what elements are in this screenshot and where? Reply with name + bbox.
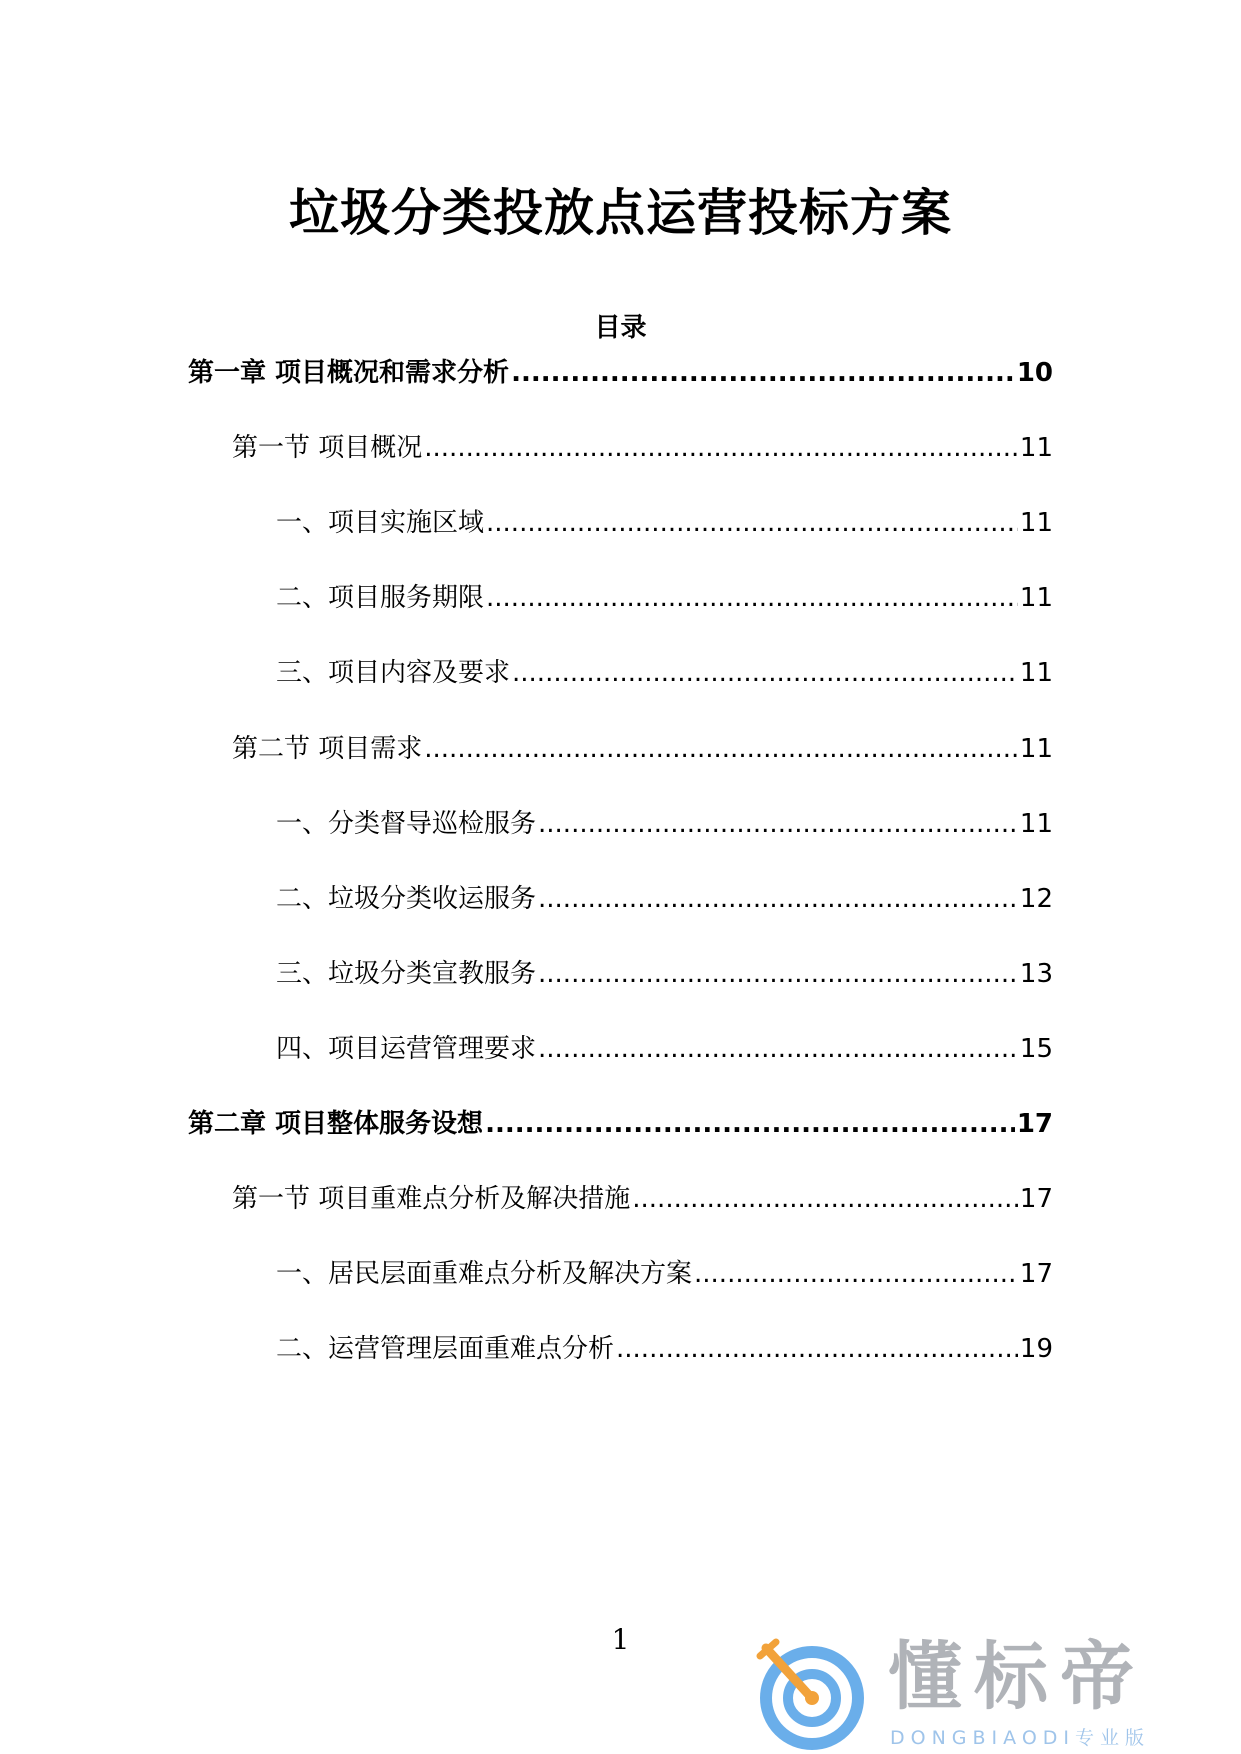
toc-entry[interactable] bbox=[276, 954, 1053, 994]
toc-entry-title: 一、项目实施区域 bbox=[276, 508, 485, 539]
toc-entry[interactable] bbox=[276, 1254, 1053, 1294]
toc-entry[interactable] bbox=[276, 804, 1053, 844]
toc-entry-title: 第二节 项目需求 bbox=[232, 733, 423, 764]
toc-entry-page: 11 bbox=[1019, 508, 1053, 539]
toc-entry-page: 10 bbox=[1016, 358, 1053, 388]
toc-dot-leader bbox=[694, 1254, 1018, 1294]
toc-entry-title: 第一章 项目概况和需求分析 bbox=[188, 358, 510, 388]
toc-dot-leader bbox=[616, 1329, 1018, 1369]
watermark-subtitle: DONGBIAODI专业版 bbox=[890, 1727, 1151, 1749]
target-arrow-icon bbox=[750, 1634, 868, 1752]
toc-entry-title: 三、项目内容及要求 bbox=[276, 658, 511, 689]
toc-entry-title: 第二章 项目整体服务设想 bbox=[188, 1109, 484, 1139]
toc-dot-leader bbox=[424, 428, 1018, 468]
toc-entry-page: 11 bbox=[1019, 433, 1053, 464]
toc-entry[interactable] bbox=[232, 1179, 1053, 1219]
toc-dot-leader bbox=[486, 578, 1018, 618]
toc-entry-page: 17 bbox=[1019, 1259, 1053, 1290]
toc-dot-leader bbox=[485, 1104, 1015, 1144]
toc-entry[interactable] bbox=[232, 428, 1053, 468]
page-number: 1 bbox=[611, 1623, 630, 1656]
toc-entry-title: 第一节 项目概况 bbox=[232, 433, 423, 464]
toc-entry-page: 17 bbox=[1016, 1109, 1053, 1139]
toc-dot-leader bbox=[511, 353, 1015, 393]
toc-entry[interactable] bbox=[276, 503, 1053, 543]
watermark-brand: 懂标帝 bbox=[888, 1634, 1146, 1720]
toc-entry-title: 一、分类督导巡检服务 bbox=[276, 808, 537, 839]
toc-entry[interactable] bbox=[232, 729, 1053, 769]
toc-dot-leader bbox=[512, 653, 1018, 693]
toc-heading: 目录 bbox=[594, 313, 647, 343]
toc-dot-leader bbox=[538, 879, 1018, 919]
toc-entry-page: 12 bbox=[1019, 883, 1053, 914]
toc-dot-leader bbox=[486, 503, 1018, 543]
toc-dot-leader bbox=[538, 804, 1018, 844]
toc-entry-page: 11 bbox=[1019, 658, 1053, 689]
toc-entry-page: 13 bbox=[1019, 958, 1053, 989]
toc-entry-page: 11 bbox=[1019, 733, 1053, 764]
toc-entry-title: 一、居民层面重难点分析及解决方案 bbox=[276, 1259, 693, 1290]
toc-entry[interactable] bbox=[188, 1104, 1053, 1144]
watermark bbox=[740, 1630, 1240, 1754]
toc-entry-title: 四、项目运营管理要求 bbox=[276, 1033, 537, 1064]
toc-entry-title: 第一节 项目重难点分析及解决措施 bbox=[232, 1184, 631, 1215]
toc-entry-page: 17 bbox=[1019, 1184, 1053, 1215]
toc-entry-page: 15 bbox=[1019, 1033, 1053, 1064]
toc-entry-page: 11 bbox=[1019, 583, 1053, 614]
toc-dot-leader bbox=[538, 1029, 1018, 1069]
toc-dot-leader bbox=[424, 729, 1018, 769]
toc-entry[interactable] bbox=[276, 1329, 1053, 1369]
toc-entry[interactable] bbox=[276, 879, 1053, 919]
toc-entry-title: 三、垃圾分类宣教服务 bbox=[276, 958, 537, 989]
toc-entry[interactable] bbox=[276, 653, 1053, 693]
toc-entry-page: 11 bbox=[1019, 808, 1053, 839]
toc-dot-leader bbox=[538, 954, 1018, 994]
toc-entry[interactable] bbox=[276, 1029, 1053, 1069]
toc-entry-title: 二、运营管理层面重难点分析 bbox=[276, 1334, 615, 1365]
toc-dot-leader bbox=[632, 1179, 1018, 1219]
toc-entry-page: 19 bbox=[1019, 1334, 1053, 1365]
toc-entry[interactable] bbox=[276, 578, 1053, 618]
document-title: 垃圾分类投放点运营投标方案 bbox=[289, 184, 952, 242]
toc-entry-title: 二、垃圾分类收运服务 bbox=[276, 883, 537, 914]
toc-entry-title: 二、项目服务期限 bbox=[276, 583, 485, 614]
toc-entry[interactable] bbox=[188, 353, 1053, 393]
